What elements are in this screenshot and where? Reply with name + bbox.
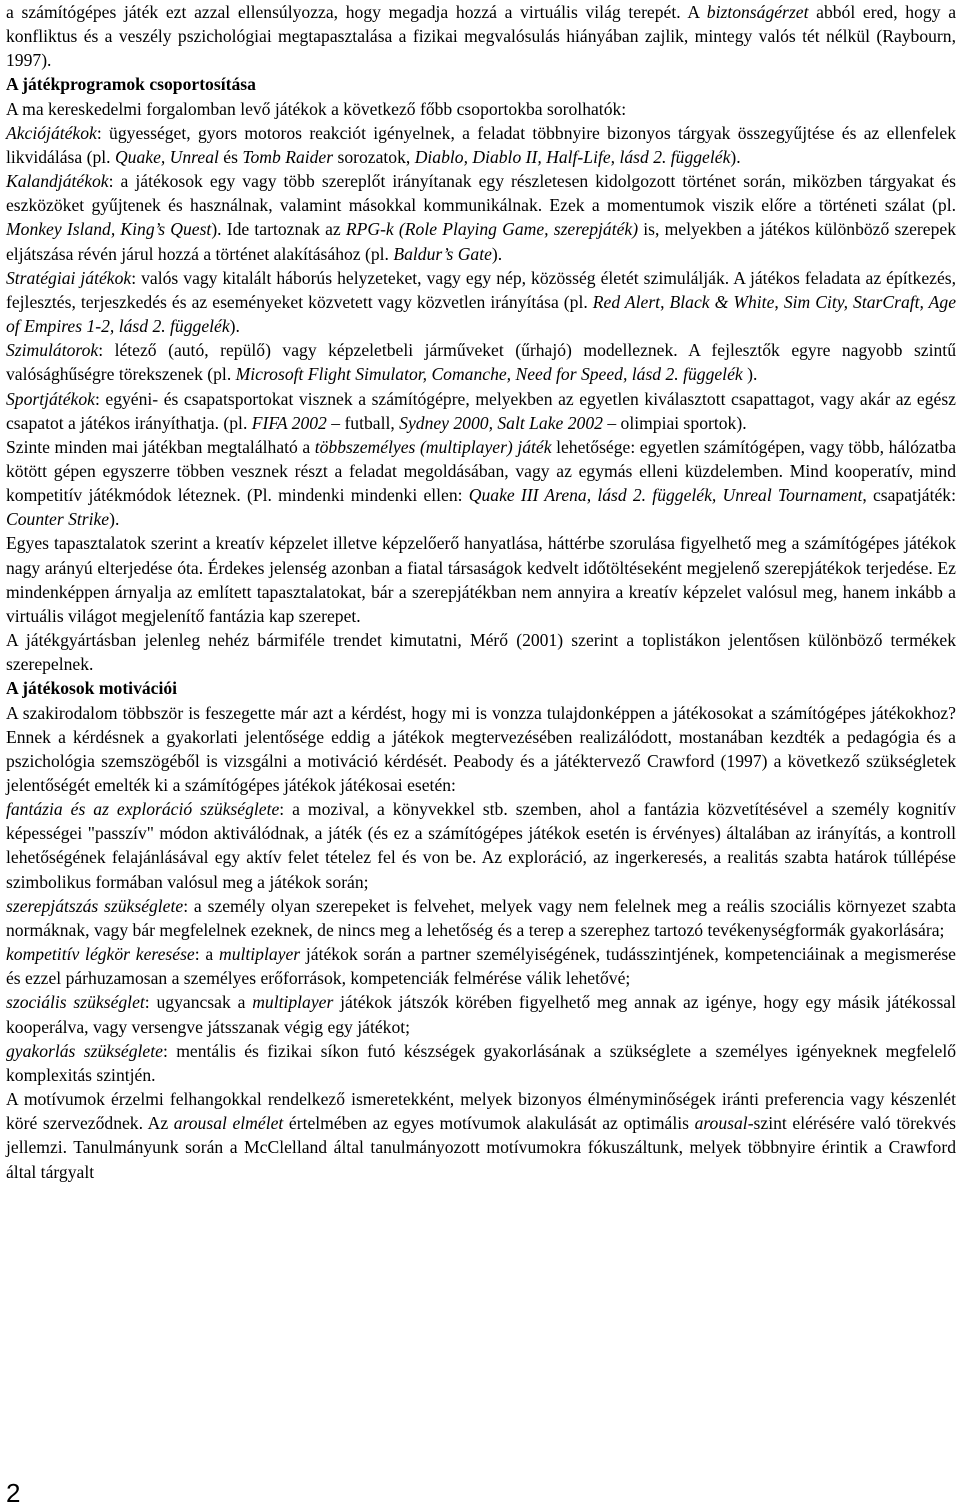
- text-run: Szinte minden mai játékban megtalálható a: [6, 436, 315, 457]
- text-run: : mentális és fizikai síkon futó készségek gyakorlásának a szükséglete a személyes igényeknek megfelelő komplexitás szintjén.: [6, 1040, 956, 1085]
- text-run: , csapatjáték:: [862, 485, 956, 506]
- text-run: játékok játszók körében figyelhető meg annak az igénye, hogy egy másik játékossal kooperálva, vagy versengve játsszanak végig egy játékot;: [6, 992, 957, 1037]
- paragraph: [6, 121, 956, 169]
- text-run: A motívumok érzelmi felhangokkal rendelkező ismeretekként, melyek bizonyos élményminőségek iránti preferencia vagy készenlét köré szerveződnek. Az: [6, 1089, 956, 1134]
- italic-text: Monkey Island, King’s Quest: [6, 219, 212, 240]
- text-run: ).: [109, 509, 120, 530]
- section-heading: A játékprogramok csoportosítása: [6, 74, 256, 95]
- italic-text: biztonságérzet: [706, 2, 809, 22]
- text-run: lehetősége: egyetlen számítógépen, vagy több, hálózatba kötött gépen egyszerre többen vesznek részt a feladat megoldásában, vagy az egymás elleni küzdelemben. Mind kooperatív, mind kompetitív játékmódok léteznek. (Pl. mindenki mindenki ellen:: [6, 436, 957, 506]
- italic-text: gyakorlás szükséglete: [6, 1040, 163, 1061]
- italic-text: multiplayer: [219, 944, 301, 965]
- italic-text: Stratégiai játékok: [6, 267, 132, 288]
- text-run: értelmében az egyes motívumok alakulását az optimális: [283, 1113, 695, 1134]
- paragraph: [6, 894, 956, 942]
- italic-text: multiplayer: [252, 992, 334, 1013]
- text-run: A szakirodalom többször is feszegette már azt a kérdést, hogy mi is vonzza tulajdonképpen a játékosokat a számítógépes játékokhoz? Ennek a kérdésnek a gyakorlati jelentősége eddig a játékok megtervezésében realizálódott, mostanában kezdték a pedagógia és a pszichológia szemszögéből is vizsgálni a motiváció kérdését. Peabody és a játéktervező Crawford (1997) a következő szükségletek jelentőségét emelték ki a számítógépes játékok játékosai esetén:: [6, 702, 956, 795]
- text-run: : a: [194, 944, 219, 965]
- text-run: a számítógépes játék ezt azzal ellensúlyozza, hogy megadja hozzá a virtuális világ terepét. A: [6, 2, 707, 22]
- italic-text: Quake III Arena, lásd 2. függelék, Unreal Tournament: [468, 485, 863, 506]
- text-run: futball,: [340, 412, 400, 433]
- paragraph: [6, 628, 956, 676]
- text-run: abból ered, hogy a konfliktus és a veszély pszichológiai megtapasztalása a fizikai megvalósulás hiányában zajlik, mintegy valós tét nélkül (Raybourn, 1997).: [6, 2, 956, 71]
- paragraph: [6, 435, 956, 532]
- italic-text: FIFA 2002 –: [251, 412, 341, 433]
- text-run: : ügyességet, gyors motoros reakciót igényelnek, a feladat többnyire bizonyos tárgyak összegyűjtése és az ellenfelek likvidálása (pl.: [6, 122, 956, 167]
- paragraph: [6, 97, 956, 121]
- italic-text: Black & White: [669, 291, 775, 312]
- italic-text: Counter Strike: [6, 509, 110, 530]
- italic-text: fantázia és az exploráció szükséglete: [6, 799, 280, 820]
- paragraph: [6, 266, 956, 338]
- italic-text: Akciójátékok: [6, 122, 97, 143]
- text-run: ).: [491, 243, 503, 264]
- text-run: Egyes tapasztalatok szerint a kreatív képzelet illetve képzelőerő hanyatlása, háttérbe szorulása figyelhető meg a számítógépes játékok nagy arányú elterjedése óta. Érdekes jelenség azonban a fiatal társaságok kedvelt időtöltéseként megjelenő szerepjátékok terjedése. Ez mindenképpen árnyalja az említett tapasztalatokat, bár a szerepjátékban nem annyira a kreatív képzelet valósul meg, hanem inkább a virtuális világot megjelenítő fantázia kap szerepet.: [6, 533, 956, 626]
- paragraph: [6, 387, 956, 435]
- italic-text: szerepjátszás szükséglete: [6, 895, 184, 916]
- italic-text: Sydney 2000, Salt Lake 2002 –: [399, 412, 617, 433]
- text-run: : valós vagy kitalált háborús helyzeteket, vagy egy nép, közösség életét szimulálják. A játékos feladata az építkezés, fejlesztés, terjeszkedés és az eseményeket közvetett vagy közvetlen irányítása (pl.: [6, 267, 957, 312]
- italic-text: Sportjátékok: [6, 388, 95, 409]
- document-page: [6, 0, 956, 1184]
- italic-text: Baldur’s Gate: [393, 243, 492, 264]
- italic-text: Szimulátorok: [6, 340, 99, 361]
- paragraph: [6, 531, 956, 628]
- text-run: : ugyancsak a: [144, 992, 253, 1013]
- italic-text: Quake, Unreal: [114, 146, 219, 167]
- italic-text: Sim City, StarCraft, Age of Empires 1-2, lásd 2. függelék: [6, 291, 957, 337]
- text-run: ).: [229, 316, 240, 337]
- text-run: A játékgyártásban jelenleg nehéz bármiféle trendet kimutatni, Mérő (2001) szerint a toplistákon jelentősen különböző termékek szerepelnek.: [6, 630, 956, 675]
- paragraph: [6, 1087, 956, 1184]
- text-run: játékok során a partner személyiségének, tudásszintjének, kompetenciáinak a megismerése és ezzel párhuzamosan a személyes erőforrások, kompetenciák felmérése válik lehetővé;: [6, 944, 956, 989]
- text-run: is, melyekben a játékos különböző szerepek eljátszása révén járul hozzá a történet alakításához (pl.: [6, 219, 956, 264]
- italic-text: Red Alert: [592, 291, 661, 312]
- italic-text: Tomb Raider: [242, 146, 334, 167]
- italic-text: Diablo, Diablo II, Half-Life, lásd 2. függelék: [414, 146, 731, 167]
- italic-text: arousal elmélet: [173, 1113, 284, 1134]
- text-run: : a mozival, a könyvekkel stb. szemben, ahol a fantázia közvetítésével a személy kognitív képességei "passzív" módon aktiválódnak, a játék (és ez a számítógépes játékok esetén is érvényes) általában az irányítás, a kontroll lehetőségének felajánlásával egy aktív felet tételez fel és von be. Az exploráció, az ingerkeresés, a realitás szabta határok túllépése szimbolikus formában valósul meg a játékok során;: [6, 799, 956, 892]
- text-run: : egyéni- és csapatsportokat visznek a számítógépre, melyekben az egyetlen kiválasztott csapattagot, vagy akár az egész csapatot a játékos irányíthatja. (pl.: [6, 388, 956, 433]
- section-heading: A játékosok motivációi: [6, 678, 178, 699]
- italic-text: kompetitív légkör keresése: [6, 944, 195, 965]
- text-run: : létező (autó, repülő) vagy képzeletbeli járműveket (űrhajó) modelleznek. A fejlesztők egyre nagyobb szintű valósághűségre törekszenek (pl.: [6, 340, 956, 385]
- text-run: ).: [730, 146, 741, 167]
- paragraph: [6, 797, 956, 894]
- paragraph: [6, 942, 956, 990]
- italic-text: Microsoft Flight Simulator, Comanche, Need for Speed, lásd 2. függelék: [235, 364, 743, 385]
- italic-text: RPG-k (Role Playing Game, szerepjáték): [345, 219, 639, 240]
- text-run: : a személy olyan szerepeket is felvehet, melyek vagy nem felelnek meg a reális szociális környezet szabta normáknak, vagy bár megfelelnek ezeknek, de nincs meg a lehetőség és a terep a szerephez tartozó tevékenységformák gyakorlására;: [6, 895, 957, 940]
- paragraph: [6, 990, 956, 1038]
- italic-text: szociális szükséglet: [6, 992, 145, 1013]
- text-run: ).: [742, 364, 758, 385]
- text-run: sorozatok,: [333, 146, 415, 167]
- paragraph: [6, 338, 956, 386]
- paragraph: [6, 1039, 956, 1087]
- italic-text: arousal: [694, 1113, 748, 1134]
- paragraph: [6, 0, 956, 72]
- text-run: : a játékosok egy vagy több szereplőt irányítanak egy részletesen kidolgozott történet során, miközben tárgyakat és eszközöket gyűjtenek és használnak, valamint másokkal kommunikálnak. Ezek a momentumok viszik előre a történeti szálat (pl.: [6, 171, 956, 216]
- text-run: ,: [660, 291, 670, 312]
- paragraph: [6, 169, 956, 266]
- text-run: ). Ide tartoznak az: [211, 219, 346, 240]
- text-run: olimpiai sportok).: [616, 412, 747, 433]
- italic-text: Kalandjátékok: [6, 171, 109, 192]
- paragraph: [6, 701, 956, 798]
- text-run: és: [218, 146, 243, 167]
- italic-text: többszemélyes (multiplayer) játék: [314, 436, 552, 457]
- text-run: -szint elérésére való törekvés jellemzi. Tanulmányunk során a McClelland által tanulmányozott motívumokra fókuszáltunk, melyek többnyire érintik a Crawford által tárgyalt: [6, 1113, 956, 1182]
- text-run: A ma kereskedelmi forgalomban levő játékok a következő főbb csoportokba sorolhatók:: [6, 98, 627, 119]
- page-number: 2: [6, 1478, 21, 1508]
- text-run: ,: [774, 291, 784, 312]
